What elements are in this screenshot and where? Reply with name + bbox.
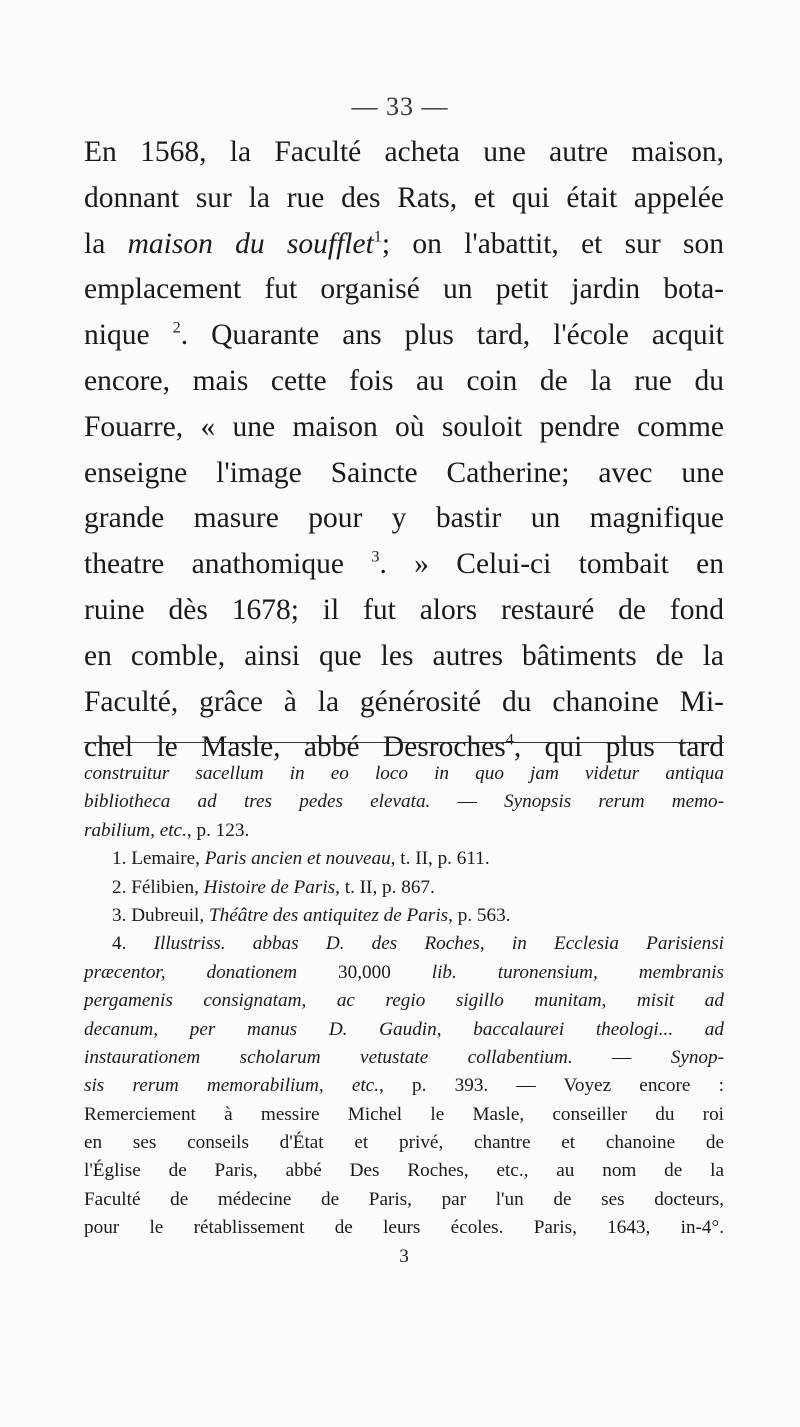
body-line: En 1568, la Faculté acheta une autre maison, [84, 136, 724, 168]
footnote-line: rabilium, etc., p. 123. [84, 819, 250, 841]
body-line: emplacement fut organisé un petit jardin bota- [84, 273, 724, 306]
body-line: en comble, ainsi que les autres bâtiments de la [84, 639, 724, 672]
footnote-line: sis rerum memorabilium, etc., p. 393. — Voyez encore : [84, 1075, 724, 1097]
body-line: chel le Masle, abbé Desroches$^4$, qui plus tard [84, 731, 724, 764]
body-line: theatre anathomique $^3$. » Celui-ci tombait en [84, 547, 725, 581]
footnote-line: pour le rétablissement de leurs écoles. Paris, 1643, in-4°. [84, 1217, 724, 1239]
page-number: — 33 — [351, 92, 449, 121]
footnote-line: instaurationem scholarum vetustate collabentium. — Synop- [84, 1046, 724, 1068]
footnote-line: 4. Illustriss. abbas D. des Roches, in Ecclesia Parisiensi [112, 933, 724, 955]
body-line: nique $^2$. Quarante ans plus tard, l'école acquit [84, 318, 724, 352]
body-line: Fouarre, « une maison où souloit pendre comme [84, 410, 724, 443]
body-line: donnant sur la rue des Rats, et qui était appelée [84, 181, 724, 214]
body-line: encore, mais cette fois au coin de la rue du [84, 364, 724, 397]
body-line: enseigne l'image Saincte Catherine; avec une [84, 456, 724, 489]
body-line: la maison du soufflet$^1$; on l'abattit, et sur son [84, 227, 724, 260]
footnote-line: l'Église de Paris, abbé Des Roches, etc., au nom de la [84, 1160, 724, 1182]
footnote-line: 3. Dubreuil, Théâtre des antiquitez de Paris, p. 563. [112, 904, 511, 926]
footnotes [84, 760, 724, 1271]
footnote-line: 1. Lemaire, Paris ancien et nouveau, t. II, p. 611. [112, 848, 490, 870]
footnote-line: 2. Félibien, Histoire de Paris, t. II, p. 867. [112, 876, 435, 898]
footnote-line: Faculté de médecine de Paris, par l'un de ses docteurs, [84, 1188, 724, 1210]
footnote-separator [84, 742, 724, 743]
body-line: ruine dès 1678; il fut alors restauré de fond [84, 593, 724, 626]
body-line: grande masure pour y bastir un magnifique [84, 502, 724, 535]
footnote-line: decanum, per manus D. Gaudin, baccalaurei theologi... ad [84, 1018, 724, 1040]
footnote-line: en ses conseils d'État et privé, chantre et chanoine de [84, 1132, 724, 1154]
footnote-line: bibliotheca ad tres pedes elevata. — Synopsis rerum memo- [84, 791, 725, 813]
footnote-line: pergamenis consignatam, ac regio sigillo munitam, misit ad [84, 990, 724, 1012]
footnote-line: construitur sacellum in eo loco in quo jam videtur antiqua [84, 763, 724, 784]
body-text [84, 130, 724, 771]
footnote-line: Remerciement à messire Michel le Masle, conseiller du roi [84, 1103, 724, 1125]
signature-mark: 3 [399, 1245, 409, 1267]
body-line: Faculté, grâce à la générosité du chanoine Mi- [84, 685, 724, 718]
footnote-line: præcentor, donationem 30,000 lib. turonensium, membranis [84, 961, 724, 983]
